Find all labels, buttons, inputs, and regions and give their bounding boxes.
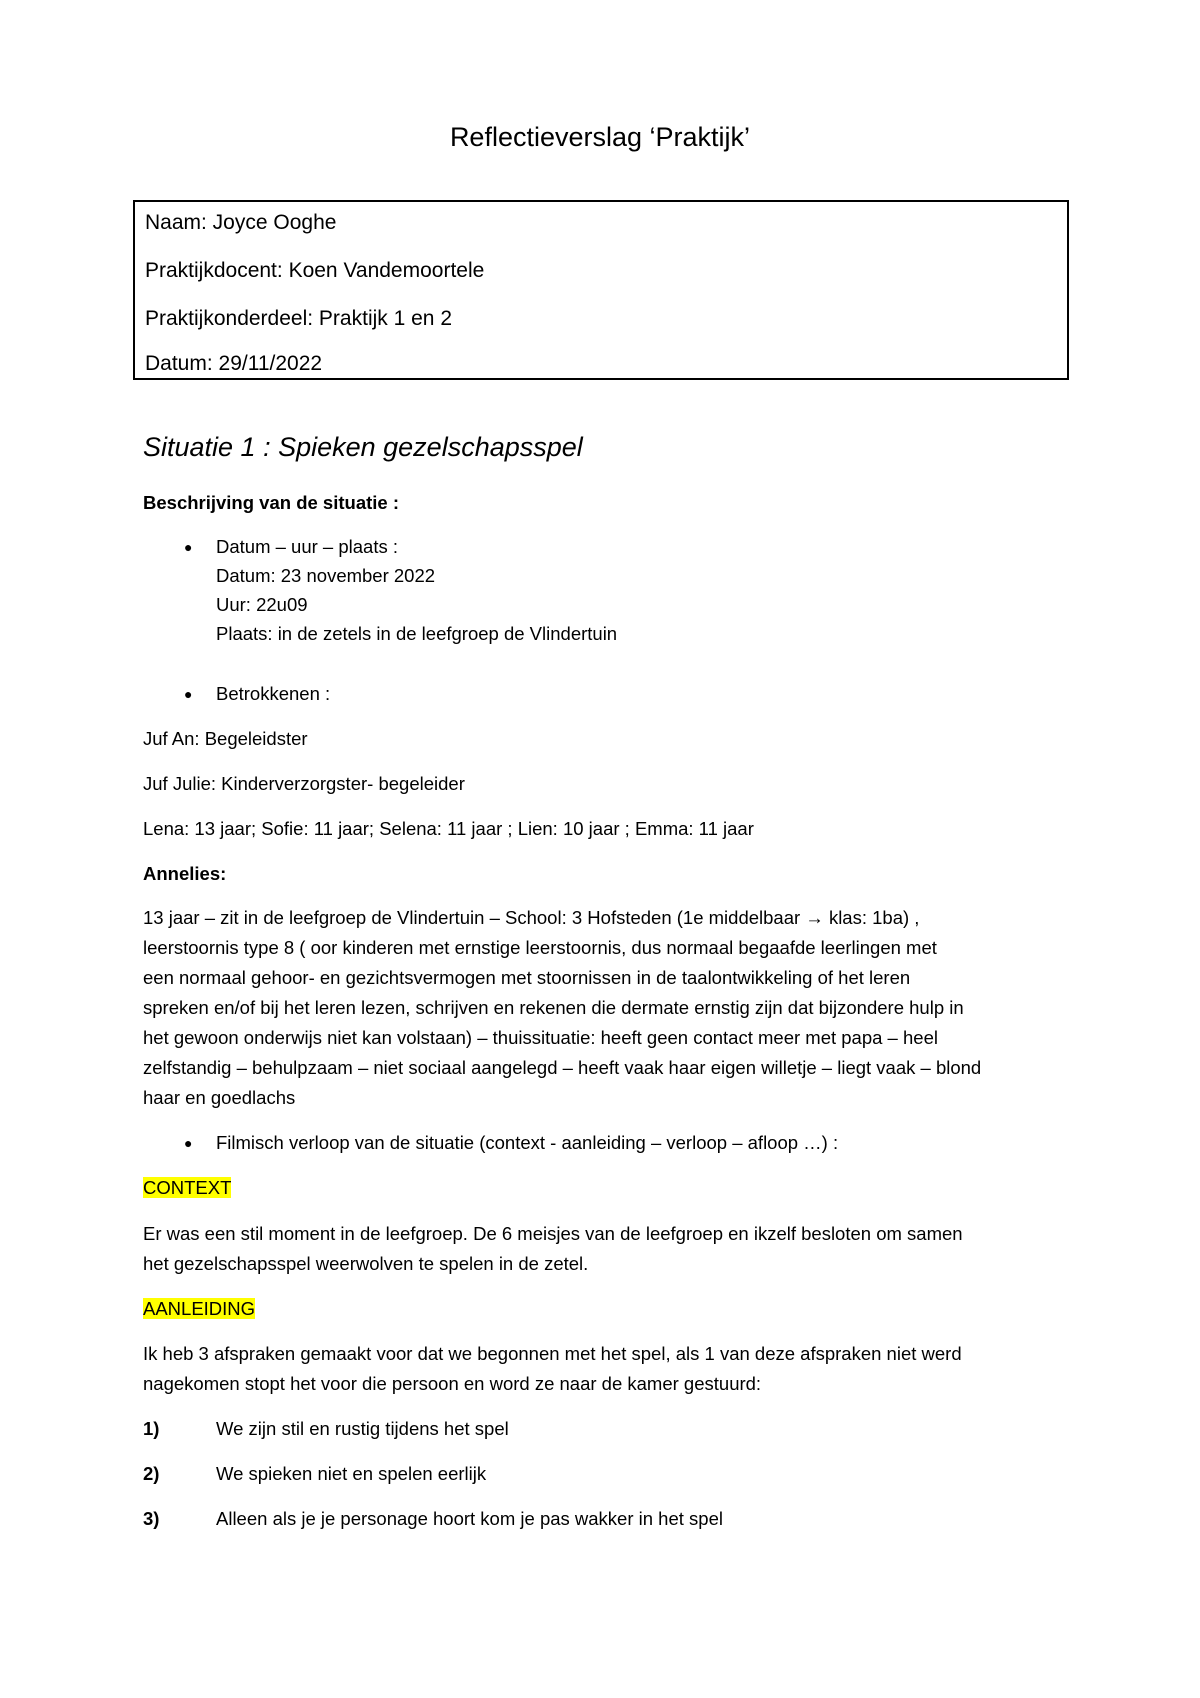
context-line: het gezelschapsspel weerwolven te spelen in de zetel.	[143, 1253, 589, 1274]
info-naam: Naam: Joyce Ooghe	[145, 211, 337, 234]
context-label	[143, 1176, 231, 1200]
aanleiding-line: nagekomen stopt het voor die persoon en word ze naar de kamer gestuurd:	[143, 1373, 762, 1394]
bullet-datum-uur-plaats: Datum – uur – plaats :	[216, 536, 399, 557]
bullet-dot: ●	[184, 686, 193, 702]
aanleiding-highlight: AANLEIDING	[143, 1298, 256, 1319]
betrokkene-an: Juf An: Begeleidster	[143, 728, 308, 749]
afspraak-number: 3)	[143, 1508, 160, 1529]
annelies-heading: Annelies:	[143, 863, 227, 884]
annelies-line: spreken en/of bij het leren lezen, schrijven en rekenen die dermate ernstig zijn dat bijzondere hulp in	[143, 997, 964, 1018]
afspraak-text: We spieken niet en spelen eerlijk	[216, 1463, 487, 1484]
aanleiding-line: Ik heb 3 afspraken gemaakt voor dat we begonnen met het spel, als 1 van deze afspraken niet werd	[143, 1343, 962, 1364]
bullet-dot: ●	[184, 539, 193, 555]
bullet-datum-value: Datum: 23 november 2022	[216, 565, 436, 586]
afspraak-number: 2)	[143, 1463, 160, 1484]
annelies-line: leerstoornis type 8 ( oor kinderen met ernstige leerstoornis, dus normaal begaafde leerlingen met	[143, 937, 937, 958]
annelies-line: een normaal gehoor- en gezichtsvermogen met stoornissen in de taalontwikkeling of het leren	[143, 967, 911, 988]
annelies-line: haar en goedlachs	[143, 1087, 296, 1108]
info-box	[133, 200, 1069, 380]
bullet-plaats-value: Plaats: in de zetels in de leefgroep de Vlindertuin	[216, 623, 618, 644]
context-highlight: CONTEXT	[143, 1177, 232, 1198]
annelies-line: 13 jaar – zit in de leefgroep de Vlindertuin – School: 3 Hofsteden (1e middelbaar → klas: 1ba) ,	[143, 907, 920, 928]
afspraak-text: We zijn stil en rustig tijdens het spel	[216, 1418, 509, 1439]
context-line: Er was een stil moment in de leefgroep. De 6 meisjes van de leefgroep en ikzelf besloten om samen	[143, 1223, 963, 1244]
afspraak-number: 1)	[143, 1418, 160, 1439]
info-onderdeel: Praktijkonderdeel: Praktijk 1 en 2	[145, 307, 452, 330]
situation-heading: Situatie 1 : Spieken gezelschapsspel	[143, 432, 583, 462]
info-docent: Praktijkdocent: Koen Vandemoortele	[145, 259, 485, 282]
afspraak-text: Alleen als je je personage hoort kom je pas wakker in het spel	[216, 1508, 723, 1529]
bullet-dot: ●	[184, 1135, 193, 1151]
aanleiding-label	[143, 1297, 255, 1321]
bullet-filmisch-verloop: Filmisch verloop van de situatie (context - aanleiding – verloop – afloop …) :	[216, 1132, 839, 1153]
info-datum: Datum: 29/11/2022	[145, 352, 323, 375]
beschrijving-heading: Beschrijving van de situatie :	[143, 492, 399, 513]
bullet-uur-value: Uur: 22u09	[216, 594, 308, 615]
annelies-line: zelfstandig – behulpzaam – niet sociaal aangelegd – heeft vaak haar eigen willetje – liegt vaak – blond	[143, 1057, 982, 1078]
betrokkene-julie: Juf Julie: Kinderverzorgster- begeleider	[143, 773, 465, 794]
annelies-line: het gewoon onderwijs niet kan volstaan) – thuissituatie: heeft geen contact meer met papa – heel	[143, 1027, 938, 1048]
betrokkenen-kinderen: Lena: 13 jaar; Sofie: 11 jaar; Selena: 11 jaar ; Lien: 10 jaar ; Emma: 11 jaar	[143, 818, 754, 839]
document-title: Reflectieverslag ‘Praktijk’	[449, 122, 751, 152]
bullet-betrokkenen: Betrokkenen :	[216, 683, 331, 704]
